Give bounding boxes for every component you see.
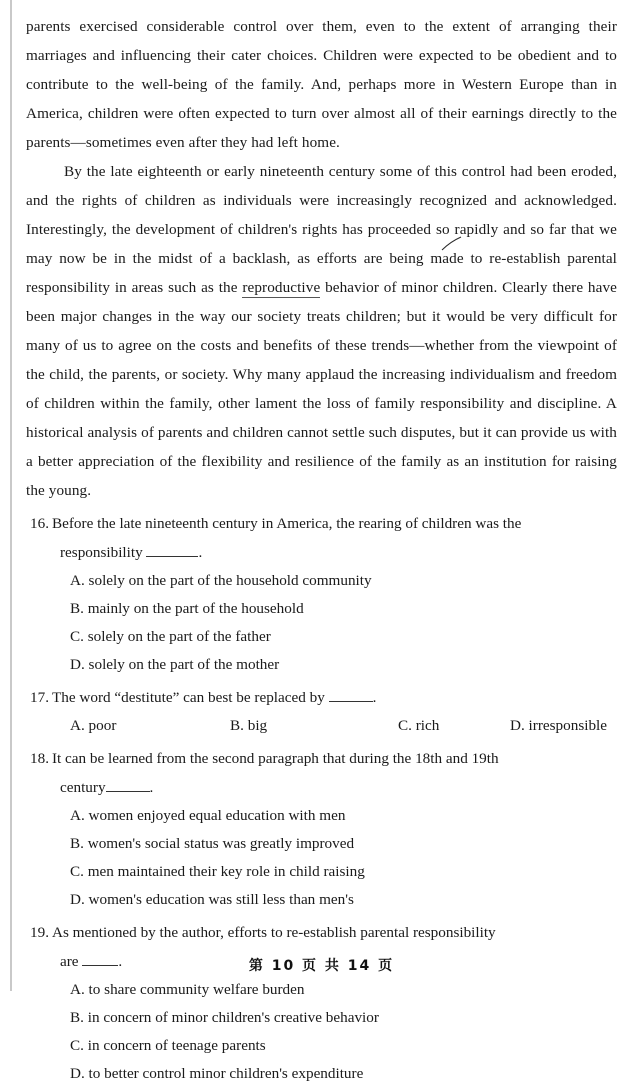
paragraph-2-text-after: behavior of minor children. Clearly there have been major changes in the way our society treats children; but it would be very difficult for many of us to agree on the costs and benefits of these trends—whether from the viewpoint of the child, the parents, or society. Why many applaud the increasing individualism and freedom of children within the family, other lament the loss of family responsibility and discipline. A historical analysis of parents and children cannot settle such disputes, but it can provide us with a better appreciation of the flexibility and resilience of the family as an institution for raising the young.	[26, 279, 618, 499]
question-18	[26, 744, 617, 914]
question-18-option-b[interactable]: B. women's social status was greatly improved	[70, 835, 355, 852]
answer-blank-16[interactable]	[146, 542, 198, 557]
question-17-options-row	[26, 712, 617, 740]
question-17-number: 17.	[30, 689, 49, 706]
answer-blank-17[interactable]	[329, 687, 373, 702]
page-footer: 第 10 页 共 14 页	[248, 958, 395, 974]
question-16-stem-line1: Before the late nineteenth century in America, the rearing of children was the	[51, 515, 522, 532]
question-16-option-a[interactable]: A. solely on the part of the household community	[70, 572, 372, 589]
question-19-option-b[interactable]: B. in concern of minor children's creative behavior	[70, 1009, 379, 1026]
question-19-option-d[interactable]: D. to better control minor children's expenditure	[70, 1065, 364, 1082]
question-16-option-d[interactable]: D. solely on the part of the mother	[70, 656, 280, 673]
question-19-stem-line2-before: are	[60, 953, 83, 970]
question-19-option-a[interactable]: A. to share community welfare burden	[70, 981, 305, 998]
paragraph-2-text-before: By the late eighteenth or early nineteenth century some of this control had been eroded, and the rights of children as individuals were increasingly recognized and acknowledged. Interestingly, the development of children's rights has proceeded so rapidly and so far that we may now be in the midst of a backlash, as efforts are being made to re-establish parental responsibility in areas such as the	[26, 163, 617, 296]
question-19-stem-line1: As mentioned by the author, efforts to re-establish parental responsibility	[51, 924, 496, 941]
question-18-stem-line2-before: century	[60, 779, 106, 796]
question-16-stem-line2-before: responsibility	[60, 544, 147, 561]
paragraph-1	[26, 12, 617, 157]
question-18-option-c[interactable]: C. men maintained their key role in child raising	[70, 863, 365, 880]
question-17-option-c[interactable]: C. rich	[398, 717, 440, 734]
question-17-option-b[interactable]: B. big	[230, 717, 268, 734]
question-17-option-d[interactable]: D. irresponsible	[510, 717, 608, 734]
question-18-stem-line2-after: .	[149, 779, 154, 796]
question-18-number: 18.	[30, 750, 49, 767]
question-19-number: 19.	[30, 924, 49, 941]
question-16-stem-line2-after: .	[198, 544, 203, 561]
question-16	[26, 509, 617, 679]
question-19-option-c[interactable]: C. in concern of teenage parents	[70, 1037, 266, 1054]
question-16-stem-line2	[30, 538, 617, 567]
question-18-stem-line1: It can be learned from the second paragraph that during the 18th and 19th	[51, 750, 499, 767]
page-left-margin-rule	[10, 0, 12, 991]
question-18-stem	[26, 744, 617, 802]
question-16-stem	[26, 509, 617, 567]
question-18-option-a[interactable]: A. women enjoyed equal education with men	[70, 807, 346, 824]
question-17-stem-after: .	[372, 689, 377, 706]
question-19-stem-line2-after: .	[118, 953, 123, 970]
question-19	[26, 918, 617, 1088]
underlined-term-reproductive: reproductive	[242, 279, 321, 296]
question-17-stem-before: The word “destitute” can best be replaced by	[51, 689, 329, 706]
question-17	[26, 683, 617, 740]
question-18-stem-line2	[30, 773, 617, 802]
question-17-option-a[interactable]: A. poor	[70, 717, 117, 734]
question-17-stem	[26, 683, 617, 712]
question-16-option-b[interactable]: B. mainly on the part of the household	[70, 600, 304, 617]
paragraph-2	[26, 157, 617, 505]
paragraph-1-text: parents exercised considerable control over them, even to the extent of arranging their marriages and influencing their cater choices. Children were expected to be obedient and to contribute to the well-being of the family. And, perhaps more in Western Europe than in America, children were often expected to turn over almost all of their earnings directly to the parents—sometimes even after they had left home.	[26, 18, 617, 151]
question-16-number: 16.	[30, 515, 49, 532]
question-16-option-c[interactable]: C. solely on the part of the father	[70, 628, 271, 645]
question-18-option-d[interactable]: D. women's education was still less than men's	[70, 891, 354, 908]
answer-blank-18[interactable]	[106, 777, 150, 792]
